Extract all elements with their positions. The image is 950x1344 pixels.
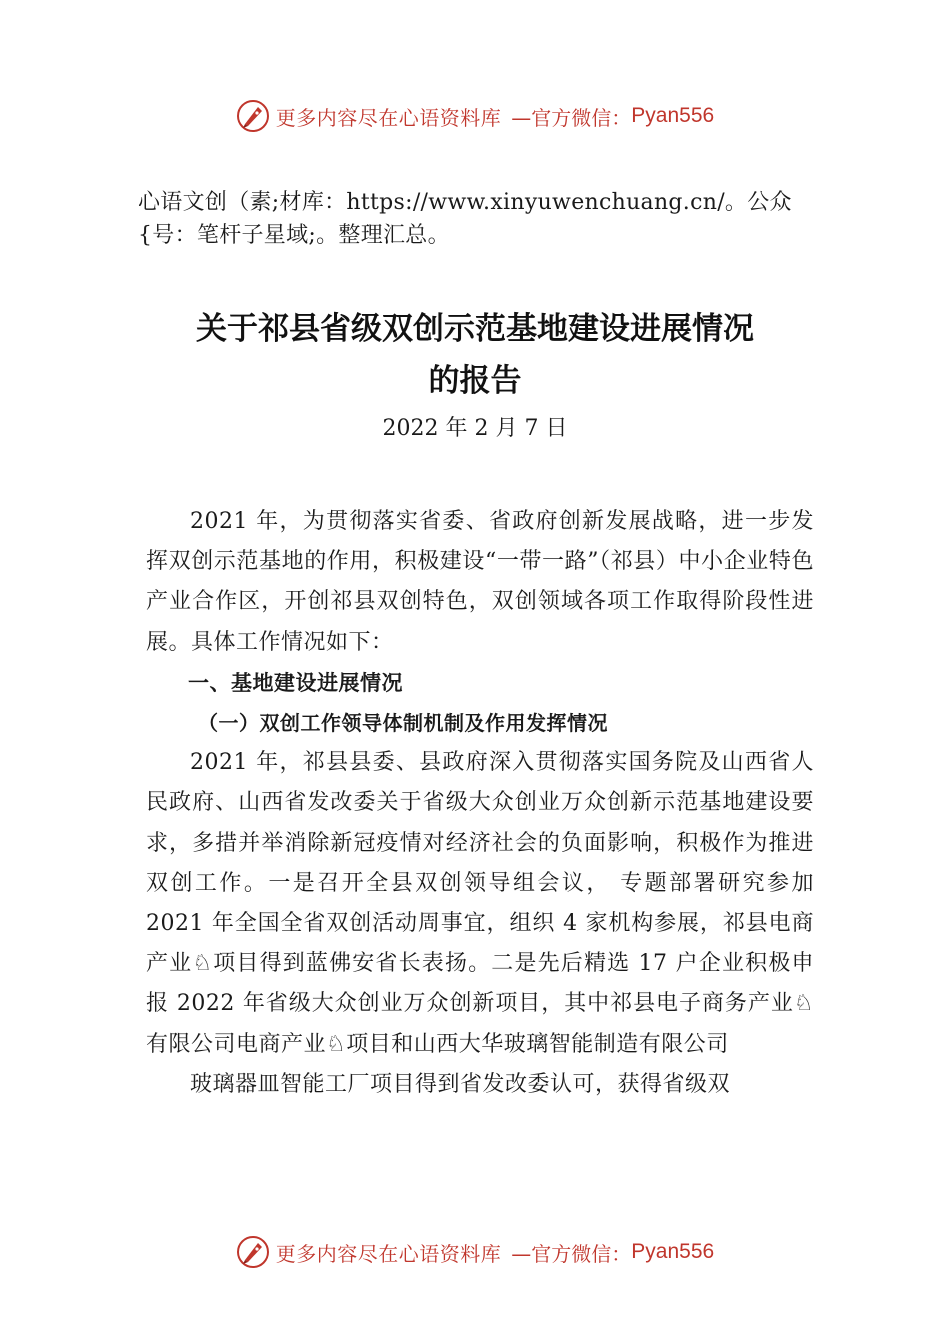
intro-paragraph: 2021 年，为贯彻落实省委、省政府创新发展战略，进一步发挥双创示范基地的作用，积极建设“一带一路”（祁县）中小企业特色产业合作区，开创祁县双创特色，双创领域各项工作取得阶段性进展。具体工作情况如下： [146, 509, 814, 655]
banner-account: Pyan556 [631, 1240, 715, 1263]
banner-separator: —官方微信： [511, 1241, 632, 1266]
document-title [110, 303, 840, 407]
title-line-2: 的报告 [428, 363, 522, 399]
pen-nib-logo-icon [236, 99, 270, 133]
source-note: 心语文创（素;材库：https://www.xinyuwenchuang.cn/。公众{号：笔杆子星域;。整理汇总。 [138, 190, 792, 248]
banner-account: Pyan556 [631, 104, 715, 127]
pen-nib-logo-icon [236, 1235, 270, 1269]
header-watermark-banner [0, 96, 950, 136]
banner-text: 更多内容尽在心语资料库 [275, 1241, 502, 1266]
section-heading: 一、基地建设进展情况 [188, 670, 403, 695]
banner-text: 更多内容尽在心语资料库 [275, 105, 502, 130]
body-paragraph-continued: 玻璃器皿智能工厂项目得到省发改委认可，获得省级双 [190, 1071, 731, 1097]
body-paragraph: 2021 年，祁县县委、县政府深入贯彻落实国务院及山西省人民政府、山西省发改委关于省级大众创业万众创新示范基地建设要求，多措并举消除新冠疫情对经济社会的负面影响，积极作为推进双创工作。一是召开全县双创领导组会议， 专题部署研究参加 2021 年全国全省双创活动周事宜，组织 4 家机构参展，祁县电商产业♘项目得到蓝佛安省长表扬。二是先后精选 17 户企业积极申报 2022 年省级大众创业万众创新项目，其中祁县电子商务产业♘有限公司电商产业♘项目和山西大华玻璃智能制造有限公司 [146, 750, 814, 1057]
title-line-1: 关于祁县省级双创示范基地建设进展情况 [196, 311, 754, 347]
subsection-heading: （一）双创工作领导体制机制及作用发挥情况 [198, 711, 608, 736]
footer-watermark-banner [0, 1232, 950, 1272]
document-body [146, 502, 814, 1105]
banner-separator: —官方微信： [511, 105, 632, 130]
document-date: 2022 年 2 月 7 日 [382, 416, 568, 441]
